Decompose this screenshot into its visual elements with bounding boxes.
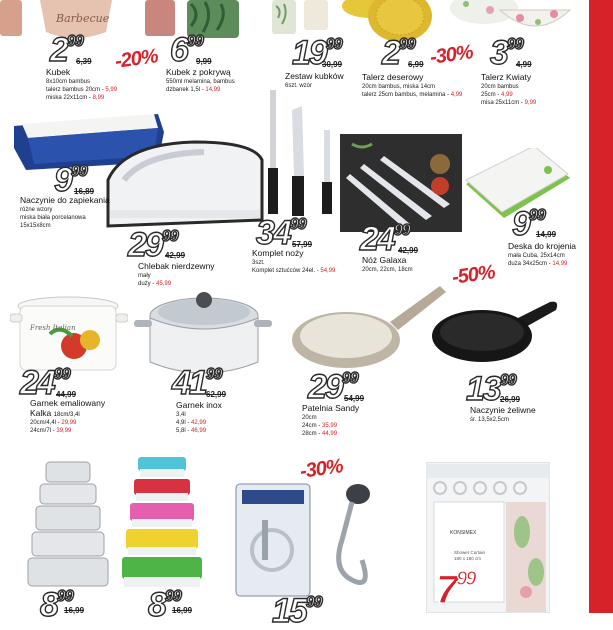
naczynie-desc [20,206,86,230]
talerz-discount-badge: -30% [428,41,474,69]
chlebak-desc-line1: mały [138,273,151,279]
prysznic-discount-badge: -30% [298,455,344,483]
talerz-deserowy-desc-line2 [362,91,462,99]
garnek-emal-desc-line2 [30,427,76,435]
talerz-deserowy-old-price: 6,99 [408,60,424,69]
garnek-emal-desc-line2-price: 39,99 [56,428,72,435]
patelnia-discount-badge: -50% [450,261,496,289]
noze-desc-line1: 3szt. [252,260,265,266]
talerz-kwiaty-desc-line3-price: 9,99 [524,100,537,107]
garnek-emal-name-line2-text: Kalka [30,407,52,418]
naczynie-zeliwne-image [430,294,560,366]
deska-desc-line2 [508,260,567,268]
patelnia-desc-line1: 20cm [302,415,317,421]
prysznic-image [232,480,392,600]
naczynie-zeliwne-name: Naczynie żeliwne [470,405,536,415]
zaslona-package-brand: KONSIMEX [450,530,477,536]
patelnia-price: 2999 [308,368,358,406]
naczynie-name: Naczynie do zapiekania [20,195,110,205]
talerz-deserowy-desc-line2-price: 4,99 [450,92,463,99]
noze-desc [252,259,335,275]
garnek-emal-name-line2-small: 18cm/3,4l [53,411,80,418]
talerz-kwiaty-name: Talerz Kwiaty [481,72,532,82]
noze-old-price: 57,99 [292,240,313,249]
talerz-deserowy-desc [362,83,462,99]
garnek-inox-desc-line3-price: 46,99 [191,428,207,435]
talerz-kwiaty-desc-line3 [481,99,536,107]
naczynie-zeliwne-old-price: 26,99 [500,395,521,404]
patelnia-desc-line2-text: 24cm - [302,423,321,430]
kubek-pokrywa-desc-line1: 550ml melamina, bambus [166,79,235,85]
naczynie-desc-line3: 15x15x8cm [20,223,51,230]
talerz-kwiaty-desc-line1: 20cm bambus [481,84,519,90]
zestaw-kubkow-image [268,0,338,38]
deska-desc-line1: mała Cuba, 25x14cm [508,253,565,259]
kubek-pokrywa-desc [166,78,235,94]
garnek-inox-name: Garnek inox [176,400,222,410]
zestaw-kubkow-price: 1999 [292,34,342,72]
noze-price: 3499 [256,214,306,252]
kubek-desc-line3-text: miska 22x11cm - [46,95,91,102]
garnek-inox-price: 4199 [172,364,222,402]
garnek-emal-price: 2499 [20,364,70,402]
garnek-inox-desc-line2-text: 4,9l - [176,420,190,427]
pojemniki-kolor-old-price: 16,99 [172,606,193,615]
zaslona-price: $7^{99}$ [436,568,475,612]
chlebak-price: 2999 [128,226,178,264]
pojemniki-kolor-price: 899 [148,586,181,624]
patelnia-old-price: 54,99 [344,394,365,403]
noze-desc-line2 [252,267,335,275]
noz-galaxa-desc: 20cm, 22cm, 18cm [362,267,413,273]
naczynie-price: 999 [54,161,87,199]
kubek-pokrywa-name: Kubek z pokrywą [166,67,231,77]
talerz-kwiaty-desc-line2 [481,91,536,99]
noz-galaxa-old-price: 42,99 [398,246,419,255]
naczynie-desc-line2: miska biała porcelanowa [20,215,86,222]
talerz-deserowy-name: Talerz deserowy [362,72,424,82]
noze-image [262,90,342,218]
kubek-discount-badge: -20% [113,45,159,73]
garnek-emal-desc [30,419,76,435]
garnek-emal-name-line2 [30,409,105,419]
talerz-deserowy-desc-line1: 20cm bambus, miska 14cm [362,84,436,90]
kubek-name: Kubek [46,67,71,77]
talerz-deserowy-desc-line2-text: talerz 25cm bambus, melamina - [362,92,450,99]
chlebak-name: Chlebak nierdzewny [138,261,215,271]
talerz-kwiaty-price: 399 [490,34,523,72]
kubek-pokrywa-desc-line2-text: dzbanek 1,5l - [166,87,204,94]
pojemniki-metal-price: 899 [40,586,73,624]
patelnia-name: Patelnia Sandy [302,403,360,413]
chlebak-desc [138,272,171,288]
noze-desc-line2-text: Komplet sztućców 24el. - [252,268,319,275]
chlebak-desc-line2-price: 45,99 [156,281,172,288]
noze-desc-line2-price: 54,99 [320,268,336,275]
kubek-pokrywa-desc-line2 [166,86,235,94]
garnek-inox-desc-line3-text: 5,8l - [176,428,190,435]
kubek-pokrywa-desc-line2-price: 14,99 [205,87,221,94]
chlebak-desc-line2-text: duży - [138,281,155,288]
naczynie-old-price: 16,89 [74,187,95,196]
patelnia-desc-line3-price: 44,99 [322,431,338,438]
kubek-pokrywa-price: 699 [170,31,203,69]
kubek-desc [46,78,117,102]
garnek-inox-desc-line3 [176,427,206,435]
kubek-desc-line2-price: 5,99 [105,87,118,94]
talerz-kwiaty-old-price: 4,99 [516,60,532,69]
garnek-inox-desc [176,411,206,435]
garnek-emal-desc-line1-price: 29,99 [61,420,77,426]
patelnia-desc-line2 [302,422,337,430]
noz-galaxa-image [340,134,462,232]
svg-text:Fresh Italian: Fresh Italian [30,324,76,332]
kubek-desc-line3 [46,94,117,102]
talerz-kwiaty-desc-line2-text: 25cm - [481,92,500,99]
deska-desc [508,252,567,268]
svg-text:Barbecue: Barbecue [56,12,110,25]
pojemniki-kolor-image [118,455,206,590]
kubek-desc-line1: 8x10cm bambus [46,79,91,85]
noz-galaxa-name: Nóż Galaxa [362,255,407,265]
chlebak-desc-line2 [138,280,171,288]
deska-price: 999 [512,205,545,243]
pojemniki-metal-old-price: 16,99 [64,606,85,615]
garnek-inox-old-price: 62,99 [206,390,227,399]
deska-name: Deska do krojenia [508,241,577,251]
zestaw-kubkow-old-price: 30,99 [322,60,343,69]
garnek-inox-desc-line2 [176,419,206,427]
garnek-inox-desc-line1: 3,4l [176,412,186,418]
garnek-emal-desc-line1-text: 20cm/4,4l - [30,420,60,426]
zestaw-kubkow-desc: 6szt. wzór [285,83,313,89]
talerz-kwiaty-desc-line2-price: 4,99 [501,92,513,99]
pojemniki-metal-image [26,460,110,588]
chlebak-image [104,140,266,235]
zaslona-package-text2: 180 x 180 cm [454,556,482,561]
garnek-emal-name-line1: Garnek emaliowany [30,398,106,408]
kubek-price: 299 [50,31,83,69]
patelnia-desc-line3-text: 28cm - [302,431,321,438]
garnek-inox-desc-line2-price: 42,99 [191,420,207,427]
talerz-kwiaty-desc [481,83,536,107]
kubek-pokrywa-old-price: 9,99 [196,57,212,66]
kubek-desc-line2 [46,86,117,94]
garnek-emal-old-price: 44,99 [56,390,77,399]
naczynie-zeliwne-price: 1399 [466,370,516,408]
deska-old-price: 14,99 [536,230,557,239]
patelnia-image [290,280,450,375]
zestaw-kubkow-name: Zestaw kubków [285,71,344,81]
patelnia-desc [302,414,337,438]
talerz-kwiaty-desc-line3-text: misa 25x11cm - [481,100,523,107]
kubek-desc-line2-text: talerz bambus 20cm - [46,87,104,94]
noz-galaxa-price: 2499 [360,220,410,258]
deska-desc-line2-price: 14,99 [552,261,568,268]
naczynie-desc-line1: różne wzory [20,207,53,213]
kubek-old-price: 6,39 [76,57,92,66]
garnek-emal-desc-line1 [30,419,76,427]
kubek-desc-line3-price: 8,99 [92,95,105,102]
naczynie-zeliwne-desc: śr. 13,5x2,5cm [470,417,510,423]
noze-name: Komplet noży [252,248,304,258]
patelnia-desc-line3 [302,430,337,438]
prysznic-price: 1599 [272,592,322,630]
patelnia-desc-line2-price: 35,99 [322,423,338,430]
garnek-emal-desc-line2-text: 24cm/7l - [30,428,55,435]
talerz-deserowy-price: 299 [382,34,415,72]
talerz-kwiaty-image [450,0,578,40]
right-red-border [585,0,613,613]
zaslona-package-text1: Shower Curtain [454,550,486,555]
deska-desc-line2-text: duża 34x25cm - [508,261,551,268]
garnek-emal-name [30,399,105,419]
chlebak-old-price: 42,99 [165,251,186,260]
